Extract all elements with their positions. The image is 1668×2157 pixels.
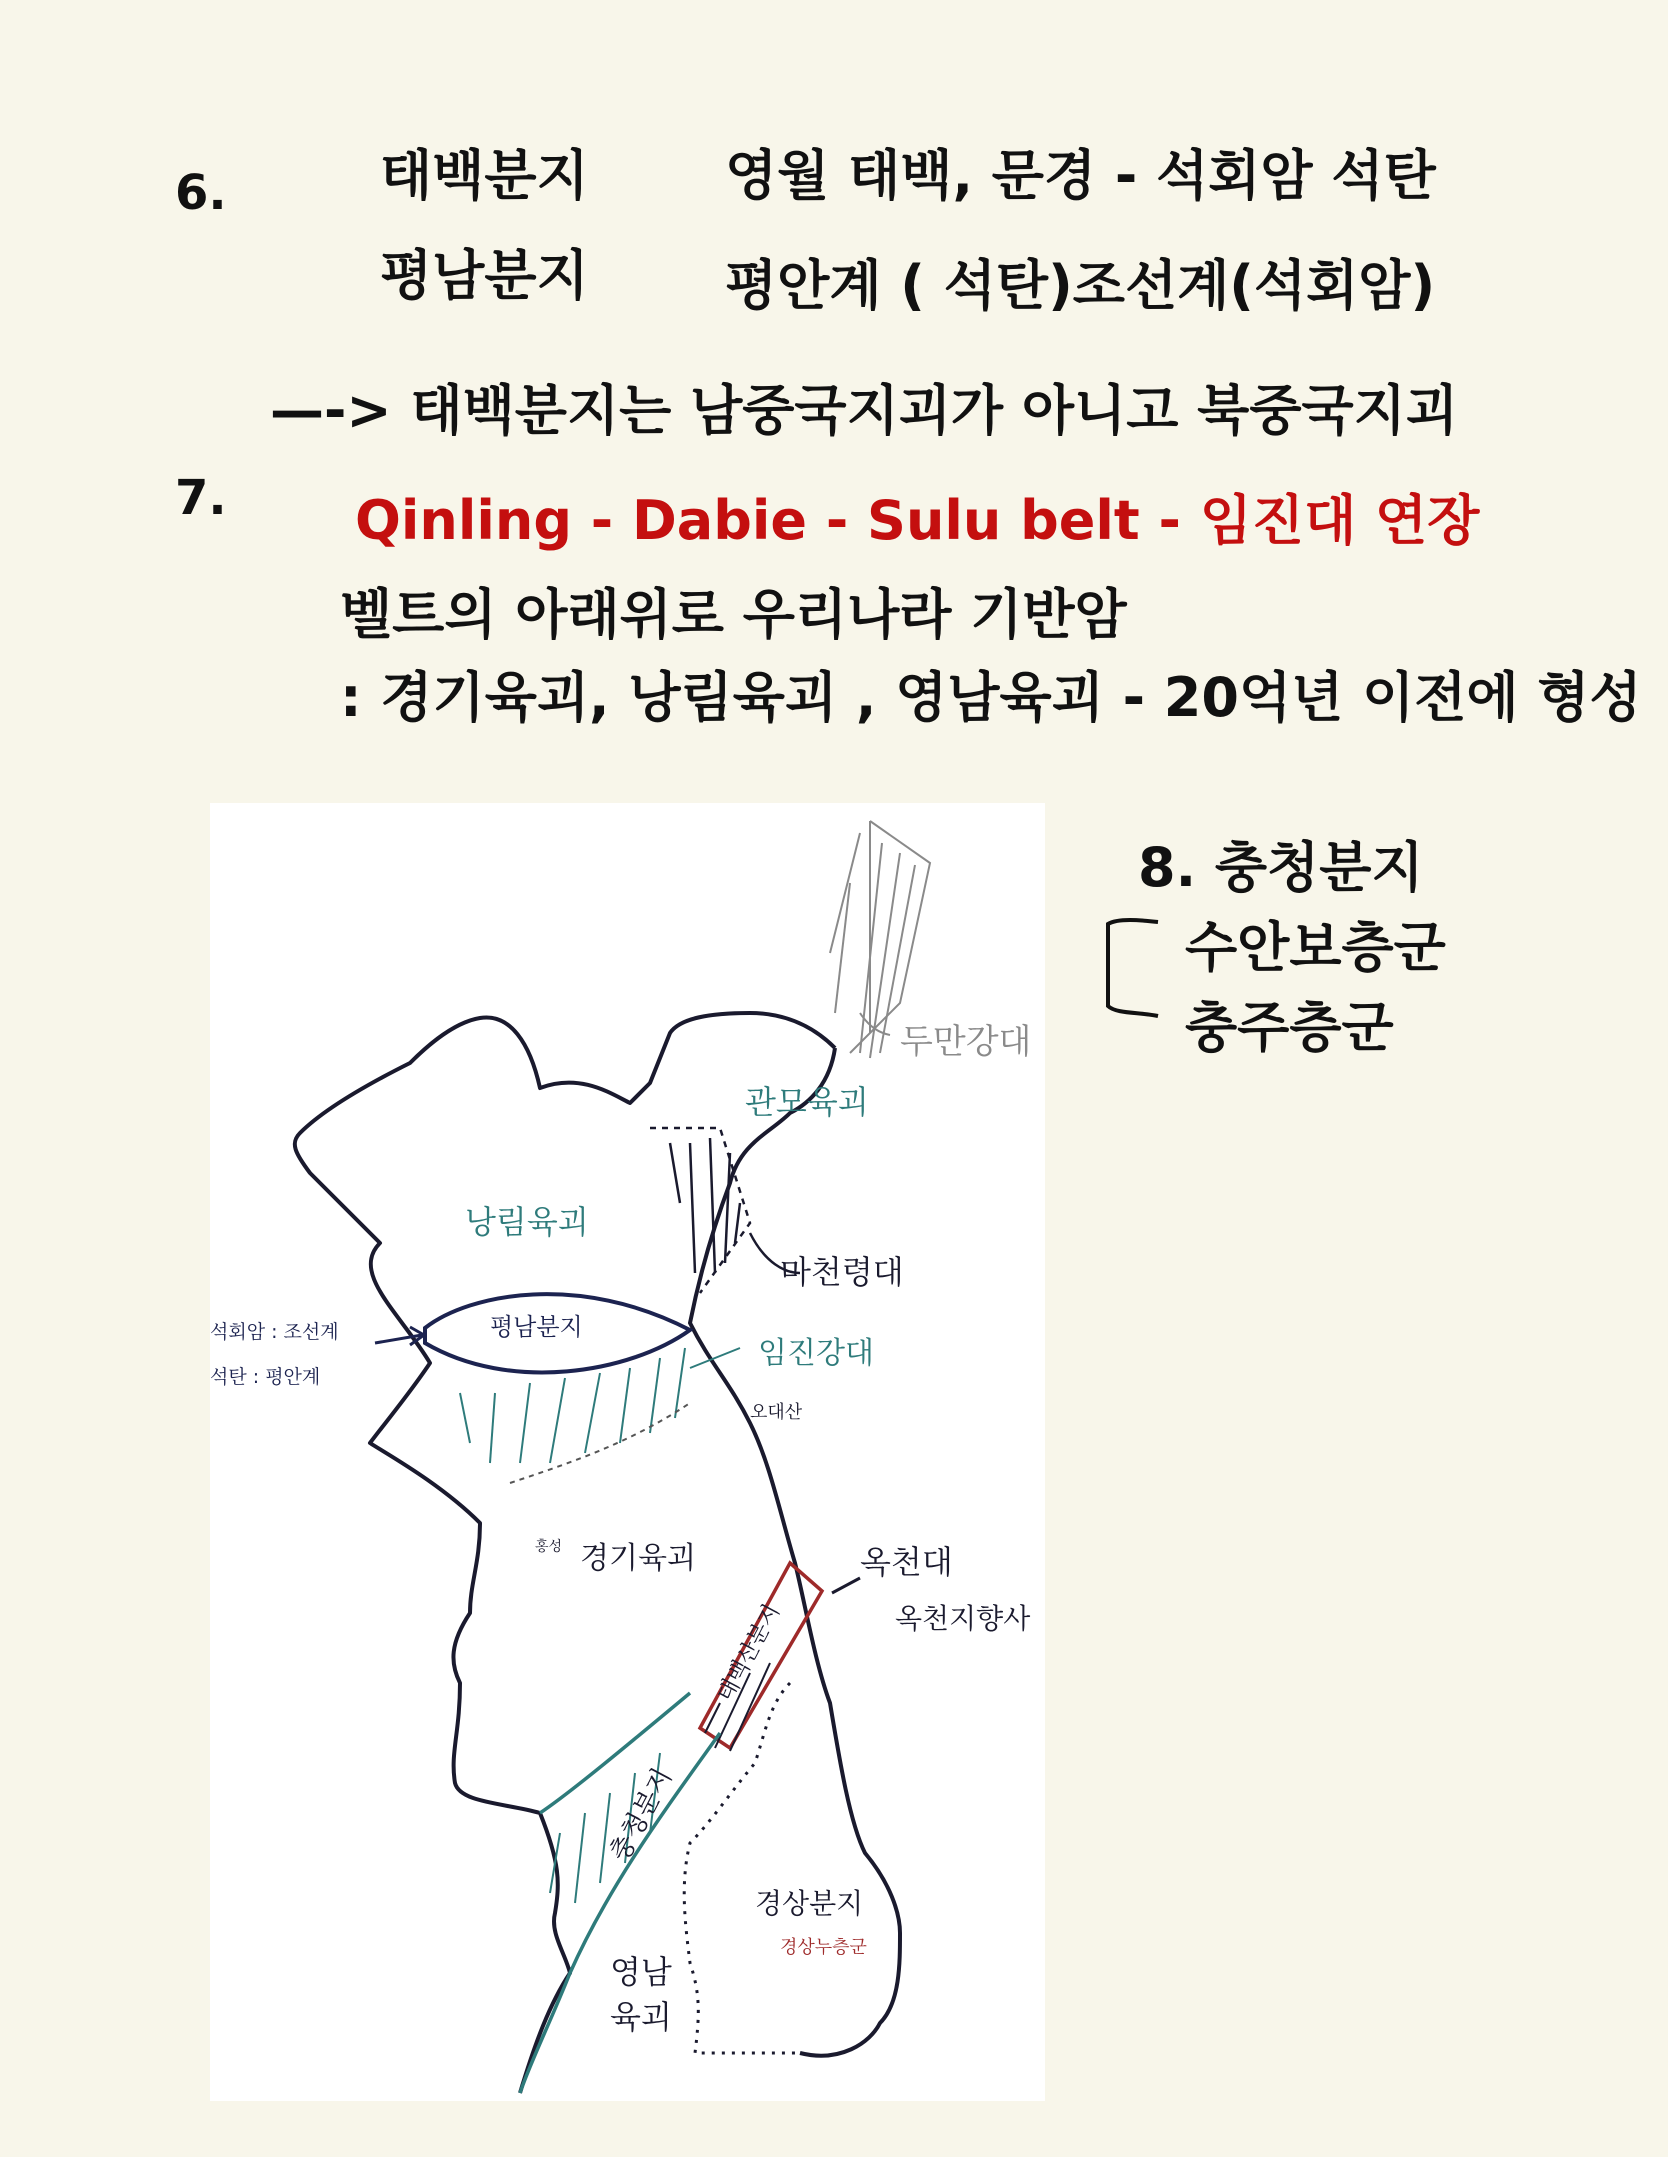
section-8-item-chungju: 충주층군 bbox=[1185, 996, 1394, 1059]
section-6-number: 6. bbox=[175, 165, 227, 221]
label-taebaek: 태백산분지 bbox=[713, 1600, 786, 1706]
label-imjin: 임진강대 bbox=[758, 1336, 874, 1371]
section-8-title: 8. 충청분지 bbox=[1138, 836, 1424, 899]
label-limestone: 석회암 : 조선계 bbox=[210, 1321, 339, 1343]
label-gyeongsang-group: 경상누층군 bbox=[780, 1937, 867, 1958]
map-outline bbox=[295, 1013, 835, 2093]
label-kwanmo: 관모육괴 bbox=[745, 1083, 869, 1121]
label-yeongnam-2: 육괴 bbox=[610, 1998, 672, 2036]
arrow-okcheon bbox=[832, 1578, 860, 1593]
section-8-item-suanbo: 수안보층군 bbox=[1185, 916, 1446, 979]
basin-pyeongnam: 평남분지 bbox=[380, 244, 589, 307]
label-odaesan: 오대산 bbox=[750, 1402, 803, 1423]
section-7-number: 7. bbox=[175, 470, 227, 526]
label-chungcheong: 충청분지 bbox=[604, 1763, 679, 1867]
macheollyeong-belt bbox=[650, 1128, 750, 1293]
label-yeongnam-1: 영남 bbox=[610, 1953, 672, 1991]
basin-taebaek-desc: 영월 태백, 문경 - 석회암 석탄 bbox=[725, 144, 1436, 207]
section-7-line3: : 경기육괴, 낭림육괴 , 영남육괴 - 20억년 이전에 형성 bbox=[340, 666, 1642, 729]
belt-line: Qinling - Dabie - Sulu belt - 임진대 연장 bbox=[355, 489, 1480, 552]
basin-taebaek: 태백분지 bbox=[380, 144, 589, 207]
label-nangrim: 낭림육괴 bbox=[465, 1203, 589, 1241]
gyeongsang-boundary bbox=[684, 1683, 800, 2053]
label-macheollyeong: 마천령대 bbox=[780, 1253, 904, 1291]
section-6-note: —-> 태백분지는 남중국지괴가 아니고 북중국지괴 bbox=[270, 379, 1458, 442]
basin-pyeongnam-desc: 평안계 ( 석탄)조선계(석회암) bbox=[725, 254, 1436, 317]
geology-map bbox=[210, 803, 1045, 2101]
section-7-line2: 벨트의 아래위로 우리나라 기반암 bbox=[340, 583, 1127, 646]
bracket bbox=[1100, 918, 1160, 1018]
label-okcheon-fold: 옥천지향사 bbox=[895, 1602, 1031, 1635]
label-okcheon: 옥천대 bbox=[860, 1543, 953, 1581]
label-hongseong: 홍성 bbox=[535, 1539, 563, 1555]
label-tumen: 두만강대 bbox=[900, 1022, 1032, 1062]
label-gyeongsang: 경상분지 bbox=[755, 1887, 864, 1920]
label-gyeonggi: 경기육괴 bbox=[580, 1541, 696, 1576]
label-coal: 석탄 : 평안계 bbox=[210, 1366, 321, 1388]
label-pyeongnam: 평남분지 bbox=[490, 1313, 583, 1341]
